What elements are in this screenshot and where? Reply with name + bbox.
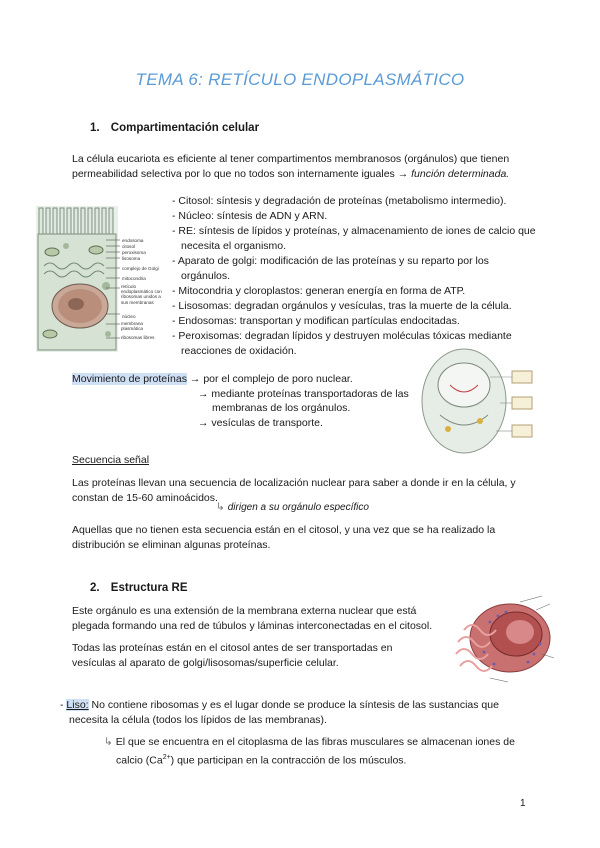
list-item: - Lisosomas: degradan orgánulos y vesículas, tras la muerte de la célula. <box>172 300 512 312</box>
protein-movement-2b: membranas de los orgánulos. <box>212 402 351 414</box>
fig-label-mitocondria: mitocondria <box>122 276 146 281</box>
signal-p1-line-1: Las proteínas llevan una secuencia de localización nuclear para saber a donde ir en la célula, y <box>72 477 516 489</box>
page-title: TEMA 6: RETÍCULO ENDOPLASMÁTICO <box>135 70 465 89</box>
list-item: - RE: síntesis de lípidos y proteínas, y almacenamiento de iones de calcio que necesita el organismo. <box>172 225 536 252</box>
fig-label-endosoma: endosoma <box>122 238 144 243</box>
organelle-list <box>172 194 537 359</box>
list-item: - Mitocondria y cloroplastos: generan energía en forma de ATP. <box>172 285 466 297</box>
section-1-number: 1. <box>90 122 100 134</box>
section-1-heading <box>90 122 259 134</box>
section-2-heading <box>90 582 187 594</box>
smooth-er-dash: - <box>60 699 64 711</box>
protein-transport-image <box>420 345 540 457</box>
section-2-number: 2. <box>90 582 100 594</box>
page-number: 1 <box>520 798 526 809</box>
signal-p1-line-2: constan de 15-60 aminoácidos. <box>72 492 218 504</box>
section-2-title: Estructura RE <box>110 582 188 594</box>
er-p2-line-2: vesículas al aparato de golgi/lisosomas/superficie celular. <box>72 657 339 669</box>
smooth-er-line-1 <box>60 698 560 713</box>
signal-note-text: dirigen a su orgánulo específico <box>227 502 369 513</box>
smooth-er-note-line-1 <box>104 735 554 750</box>
protein-movement-line-1 <box>72 372 353 387</box>
protein-movement-1: → por el complejo de poro nuclear. <box>189 373 353 385</box>
er-p1-line-2: plegada formando una red de túbulos y láminas interconectadas en el citosol. <box>72 620 433 632</box>
calcium-charge: 2+ <box>162 754 171 761</box>
section-1-title: Compartimentación celular <box>110 122 260 134</box>
fig-label-peroxisoma: peroxisoma <box>122 250 146 255</box>
smooth-er-arrow-icon: ↳ <box>104 736 113 748</box>
list-item: - Peroxisomas: degradan lípidos y destruyen moléculas tóxicas mediante reacciones de oxidación. <box>172 330 512 357</box>
protein-transport-figure <box>420 345 540 457</box>
smooth-er-text-1: No contiene ribosomas y es el lugar donde se produce la síntesis de las sustancias que <box>91 699 499 711</box>
intro-line-1: La célula eucariota es eficiente al tener compartimentos membranosos (orgánulos) que tienen <box>72 153 510 165</box>
intro-line-2-text: permeabilidad selectiva por lo que no todos son internamente iguales → <box>72 168 409 180</box>
smooth-er-note-line-2 <box>104 750 554 769</box>
protein-movement-label: Movimiento de proteínas <box>72 373 187 385</box>
protein-movement-2a: → mediante proteínas transportadoras de las <box>198 388 409 400</box>
fig-label-nucleo: núcleo <box>122 314 136 319</box>
signal-p2-line-2: distribución se eliminan algunas proteínas. <box>72 539 271 551</box>
er-p2-line-1: Todas las proteínas están en el citosol antes de ser transportadas en <box>72 642 393 654</box>
fig-label-citosol: citosol <box>122 244 136 249</box>
signal-p2-line-1: Aquellas que no tienen esta secuencia están en el citosol, y una vez que se ha realizado la <box>72 524 496 536</box>
protein-movement-3: → vesículas de transporte. <box>198 417 323 429</box>
signal-sequence-heading: Secuencia señal <box>72 454 150 466</box>
smooth-er-label: Liso: <box>66 699 89 711</box>
fig-label-membrana: membrana plasmática <box>121 321 143 332</box>
intro-line-2 <box>72 167 552 182</box>
smooth-er-note-suffix: ) que participan en la contracción de los músculos. <box>170 754 407 767</box>
er-structure-figure <box>450 592 560 686</box>
list-item: - Núcleo: síntesis de ADN y ARN. <box>172 210 328 222</box>
fig-label-re: retículo endoplasmático con ribosomas unidos a sus membranas <box>121 284 162 305</box>
fig-label-ribosomas: ribosomas libres <box>121 335 155 340</box>
intro-line-2-italic: función determinada. <box>411 168 510 180</box>
list-item: - Aparato de golgi: modificación de las proteínas y su reparto por los orgánulos. <box>172 255 489 282</box>
fig-label-golgi: complejo de Golgi <box>122 266 159 271</box>
signal-arrow-icon: ↳ <box>216 501 225 513</box>
intro-paragraph <box>72 152 552 182</box>
er-paragraph-2 <box>72 641 452 671</box>
er-structure-image <box>450 592 560 686</box>
smooth-er-text-2: necesita la célula (todos los lípidos de las membranas). <box>69 714 327 726</box>
signal-note <box>216 500 369 515</box>
smooth-er-note-text-1: El que se encuentra en el citoplasma de las fibras musculares se almacenan iones de <box>115 736 515 748</box>
fig-label-lisosoma: lisosoma <box>122 256 141 261</box>
smooth-er-note <box>104 735 554 769</box>
er-paragraph-1 <box>72 604 452 634</box>
smooth-er-note-prefix: calcio (Ca <box>116 754 163 767</box>
smooth-er-paragraph <box>60 698 560 728</box>
er-p1-line-1: Este orgánulo es una extensión de la membrana externa nuclear que está <box>72 605 417 617</box>
eukaryotic-cell-figure <box>36 206 164 352</box>
list-item: - Endosomas: transportan y modifican partículas endocitadas. <box>172 315 460 327</box>
list-item: - Citosol: síntesis y degradación de proteínas (metabolismo intermedio). <box>172 195 507 207</box>
cell-diagram-image <box>36 206 164 352</box>
signal-paragraph-2 <box>72 523 552 553</box>
